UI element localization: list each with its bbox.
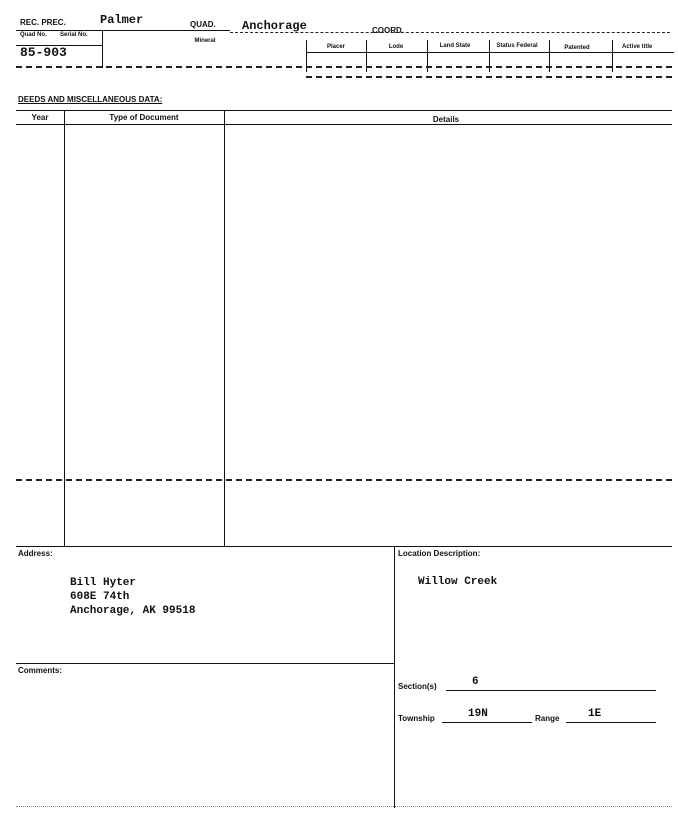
address-label: Address:	[18, 549, 53, 558]
deeds-col-year: Year	[31, 113, 49, 122]
bottom-scan-edge	[16, 806, 672, 807]
deeds-col-details: Details	[432, 115, 460, 124]
active-title-label: Active title	[622, 44, 653, 50]
rec-prec-value: Palmer	[100, 13, 144, 27]
range-underline	[566, 722, 656, 723]
lode-label: Lode	[388, 44, 404, 50]
location-label: Location Description:	[398, 549, 481, 558]
sections-value: 6	[472, 676, 479, 688]
deeds-top-rule	[16, 110, 672, 111]
serial-no-label: Serial No.	[60, 32, 88, 38]
sections-label: Section(s)	[398, 682, 437, 691]
status-federal-label: Status Federal	[496, 43, 538, 49]
township-label: Township	[398, 714, 435, 723]
sections-underline	[446, 690, 656, 691]
deeds-col-type: Type of Document	[109, 113, 179, 122]
patented-label: Patented	[564, 45, 590, 51]
placer-label: Placer	[326, 44, 345, 50]
deeds-header-rule	[16, 124, 672, 125]
quad-no-label: Quad No.	[20, 32, 47, 38]
header-dashed-rule	[230, 32, 670, 33]
header-rule	[16, 30, 230, 31]
township-value: 19N	[468, 708, 488, 720]
address-location-divider	[394, 546, 395, 808]
header-bottom-dashed-rule-2	[306, 76, 672, 78]
mineral-label: Mineral	[194, 38, 216, 44]
township-underline	[442, 722, 532, 723]
address-line-3: Anchorage, AK 99518	[70, 605, 196, 617]
land-state-label: Land State	[439, 43, 471, 49]
address-top-rule	[16, 546, 672, 547]
header-bottom-dashed-rule	[16, 66, 672, 68]
address-line-2: 608E 74th	[70, 591, 130, 603]
deeds-dashed-rule	[16, 479, 672, 481]
quad-no-value: 85-903	[20, 45, 67, 60]
comments-label: Comments:	[18, 666, 63, 675]
quad-value: Anchorage	[242, 19, 307, 33]
quad-label: QUAD.	[190, 20, 216, 29]
range-label: Range	[535, 714, 560, 723]
deeds-section-title: DEEDS AND MISCELLANEOUS DATA:	[18, 95, 163, 104]
address-line-1: Bill Hyter	[70, 577, 137, 589]
rec-prec-label: REC. PREC.	[20, 18, 66, 27]
location-value: Willow Creek	[418, 576, 498, 588]
coord-label: COORD.	[372, 26, 404, 35]
header-divider	[102, 30, 103, 68]
range-value: 1E	[588, 708, 602, 720]
header-rule-3	[306, 52, 674, 53]
comments-top-rule	[16, 663, 394, 664]
